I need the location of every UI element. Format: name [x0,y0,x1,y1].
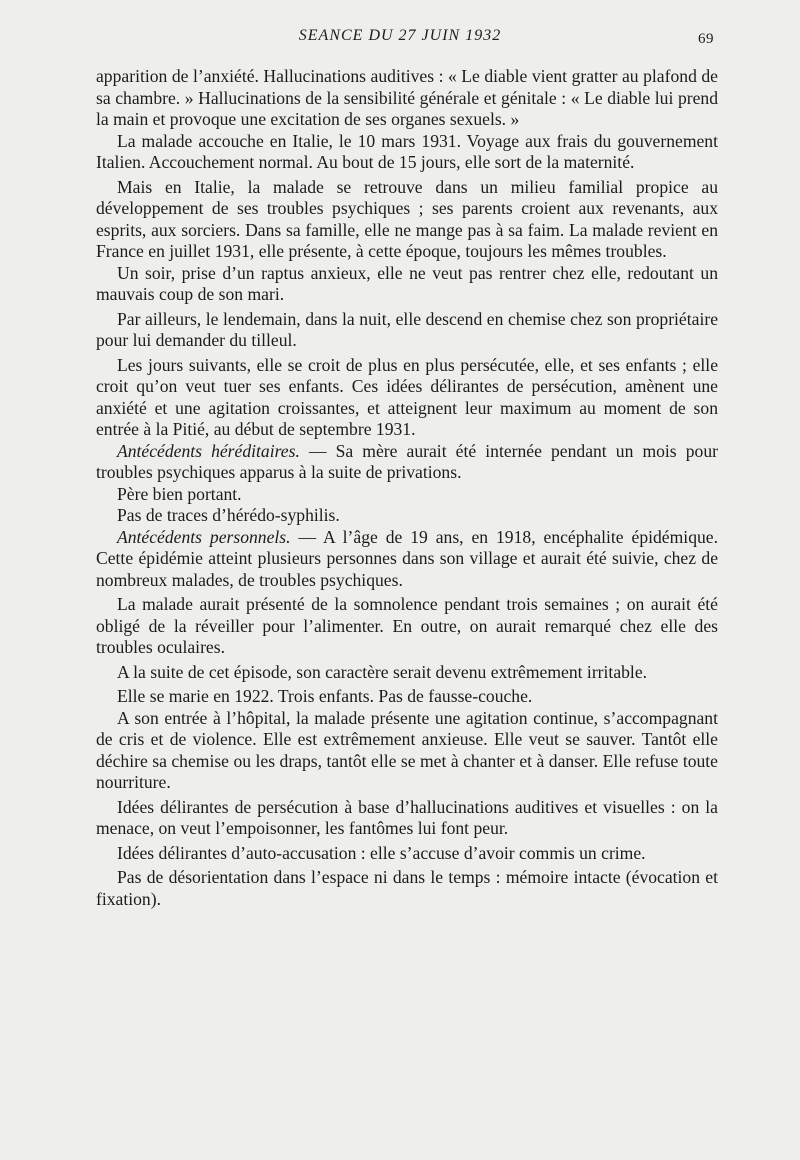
paragraph [96,686,718,708]
paragraph-text: A la suite de cet épisode, son caractère serait devenu extrêmement irritable. [117,661,648,682]
paragraph-text: La malade accouche en Italie, le 10 mars 1931. Voyage aux frais du gouvernement Italien. Accouchement normal. Au bout de 15 jours, elle sort de la maternité. [96,130,718,172]
paragraph [96,441,718,484]
paragraph [96,527,718,592]
paragraph [96,843,718,865]
paragraph [96,662,718,684]
paragraph-text: La malade aurait présenté de la somnolence pendant trois semaines ; on aurait été obligé de la réveiller pour l’alimenter. En outre, on aurait remarqué chez elle des troubles oculaires. [96,594,718,657]
paragraph-text: Pas de traces d’hérédo-syphilis. [117,505,340,525]
paragraph-text: Pas de désorientation dans l’espace ni dans le temps : mémoire intacte (évocation et fixation). [96,867,718,909]
paragraph-text: Elle se marie en 1922. Trois enfants. Pas de fausse-couche. [117,686,533,706]
paragraph-text: A son entrée à l’hôpital, la malade présente une agitation continue, s’accompagnant de cris et de violence. Elle est extrêmement anxieuse. Elle veut se sauver. Tantôt elle déchire sa chemise ou les draps, tantôt elle se met à chanter et à danser. Elle refuse toute nourriture. [96,707,718,792]
paragraph [96,797,718,840]
paragraph [96,263,718,306]
paragraph [96,131,718,174]
paragraph [96,484,718,506]
paragraph [96,867,718,910]
paragraph [96,708,718,794]
paragraph [96,355,718,441]
paragraph [96,505,718,527]
running-title: SEANCE DU 27 JUIN 1932 [298,27,502,44]
paragraph [96,594,718,659]
paragraph-text: Idées délirantes de persécution à base d’hallucinations auditives et visuelles : on la menace, on veut l’empoisonner, les fantômes lui font peur. [96,796,718,838]
paragraph-text: Les jours suivants, elle se croit de plus en plus persécutée, elle, et ses enfants ; elle croit qu’on veut tuer ses enfants. Ces idées délirantes de persécution, amènent une anxiété et une agitation croissantes, et atteignent leur maximum au moment de son entrée à la Pitié, au début de septembre 1931. [96,354,718,439]
paragraph-text: Par ailleurs, le lendemain, dans la nuit, elle descend en chemise chez son propriétaire pour lui demander du tilleul. [96,308,718,350]
paragraph-text: apparition de l’anxiété. Hallucinations auditives : « Le diable vient gratter au plafond de sa chambre. » Hallucinations de la sensibilité générale et génitale : « Le diable lui prend la main et provoque une excitation de ses organes sexuels. » [96,66,718,129]
paragraph [96,177,718,263]
page-number: 69 [698,31,714,47]
section-lead: Antécédents personnels. [117,526,291,547]
paragraph-text: — Sa mère aurait été internée pendant un mois pour troubles psychiques apparus à la suite de privations. [96,440,718,482]
paragraph-text: — A l’âge de 19 ans, en 1918, encéphalite épidémique. Cette épidémie atteint plusieurs personnes dans son village et aurait été suivie, chez de nombreux malades, de troubles psychiques. [96,526,718,590]
paragraph-text: Idées délirantes d’auto-accusation : elle s’accuse d’avoir commis un crime. [117,842,646,863]
paragraph-text: Mais en Italie, la malade se retrouve dans un milieu familial propice au développement de ses troubles psychiques ; ses parents croient aux revenants, aux esprits, aux sorciers. Dans sa famille, elle ne mange pas à sa faim. La malade revient en France en juillet 1931, elle présente, à cette époque, toujours les mêmes troubles. [96,176,718,261]
paragraph [96,66,718,131]
paragraph [96,309,718,352]
body-text [96,66,718,910]
paragraph-text: Père bien portant. [117,483,242,504]
paragraph-text: Un soir, prise d’un raptus anxieux, elle ne veut pas rentrer chez elle, redoutant un mauvais coup de son mari. [96,262,718,304]
section-lead: Antécédents héréditaires. [117,440,300,461]
